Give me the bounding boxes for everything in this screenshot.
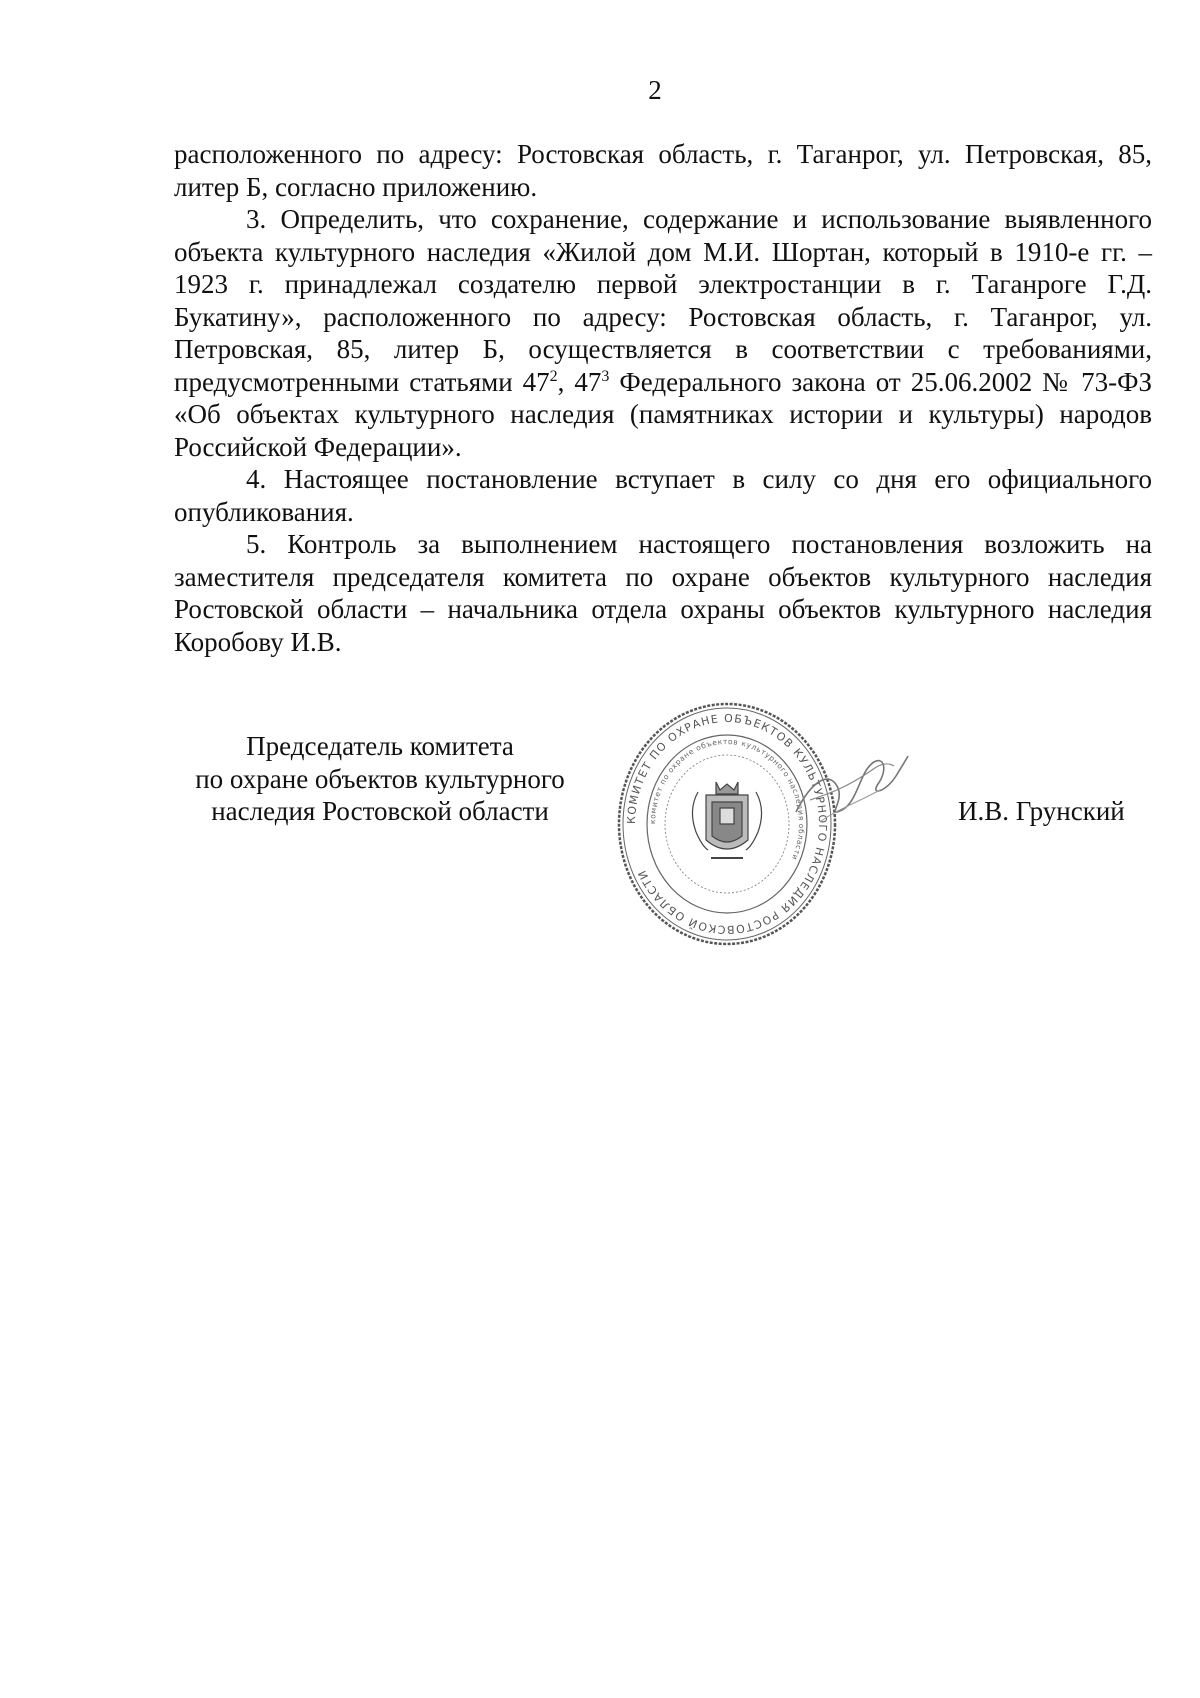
paragraph-3-text-end: Федерального закона от 25.06.2002 № 73-ФЗ «Об объектах культурного наследия (памятниках истории и культуры) народов Российской Федерации». [174,366,1153,462]
superscript-1: 2 [549,367,558,385]
stamp-inner-text: комитет по охране объектов культурного наследия области [647,736,807,862]
paragraph-5: 5. Контроль за выполнением настоящего постановления возложить на заместителя председателя комитета по охране объектов культурного наследия Ростовской области – начальника отдела охраны объектов культурного наследия Коробову И.В. [174,529,1152,657]
position-line-3: наследия Ростовской области [211,796,549,826]
position-line-1: Председатель комитета [246,731,514,761]
superscript-2: 3 [601,367,610,385]
paragraph-4: 4. Настоящее постановление вступает в силу со дня его официального опубликования. [174,464,1152,527]
page-number: 2 [648,75,662,105]
signatory-position [170,730,590,828]
paragraph-3 [174,203,1152,463]
coat-of-arms-icon [692,782,761,858]
document-body [174,138,1152,658]
handwritten-signature [790,740,910,840]
paragraph-3-text-middle: , 47 [557,366,602,397]
paragraph-3-text-start: 3. Определить, что сохранение, содержание и использование выявленного объекта культурного наследия «Жилой дом М.И. Шортан, который в 1910-е гг. – 1923 г. принадлежал создателю первой электростанции в г. Таганроге Г.Д. Букатину», расположенного по адресу: Ростовская область, г. Таганрог, ул. Петровская, 85, литер Б, осуществляется в соответствии с требованиями, предусмотренными статьями 47 [174,204,1152,397]
signatory-name: И.В. Грунский [958,796,1125,826]
position-line-2: по охране объектов культурного [195,763,565,794]
paragraph-address-continuation: расположенного по адресу: Ростовская область, г. Таганрог, ул. Петровская, 85, литер Б, согласно приложению. [174,139,1152,202]
stamp-outer-text: КОМИТЕТ ПО ОХРАНЕ ОБЪЕКТОВ КУЛЬТУРНОГО НАСЛЕДИЯ РОСТОВСКОЙ ОБЛАСТИ [624,711,830,937]
